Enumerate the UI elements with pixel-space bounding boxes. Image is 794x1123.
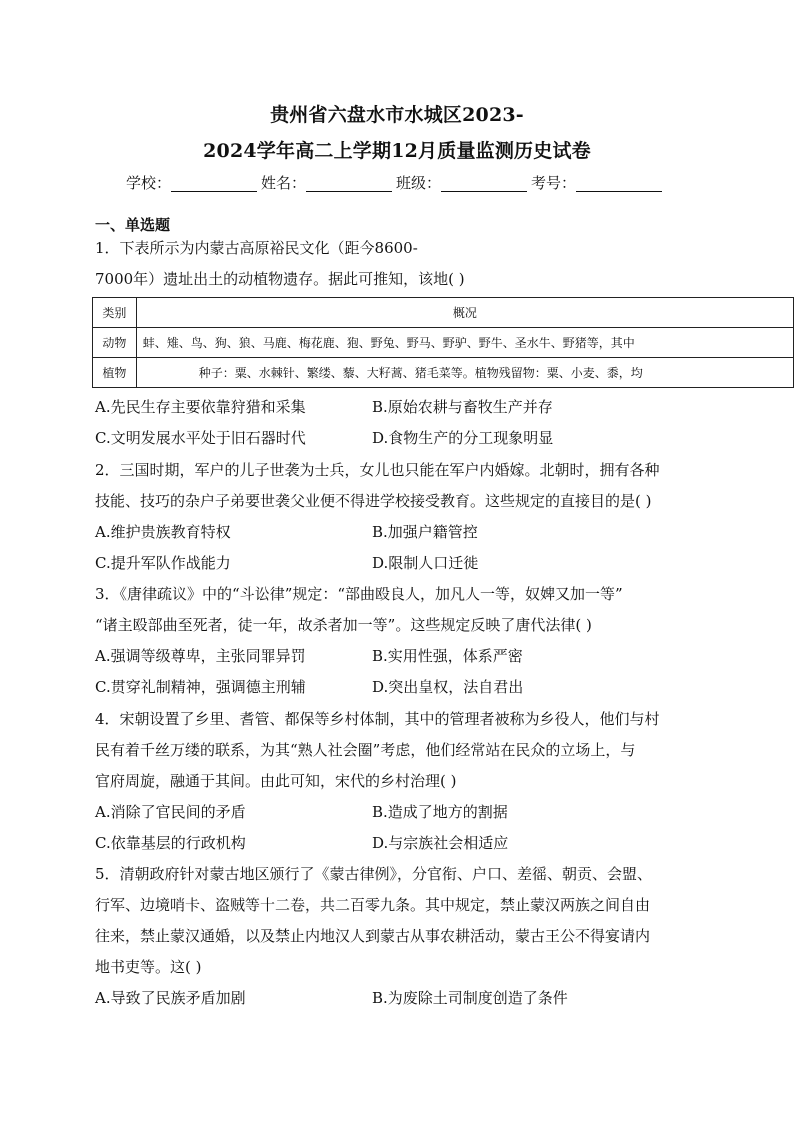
exam-number-label: 考号： — [531, 174, 577, 192]
table-cell: 动物 — [93, 328, 137, 358]
name-label: 姓名： — [261, 174, 307, 192]
q4-option-a[interactable]: A.消除了官民间的矛盾 — [95, 803, 246, 821]
table-cell: 种子：粟、水棘针、繁缕、藜、大籽蒿、猪毛菜等。植物残留物：粟、小麦、黍，均 — [136, 358, 793, 388]
q4-line1: 4．宋朝设置了乡里、耆管、都保等乡村体制，其中的管理者被称为乡役人，他们与村 — [95, 710, 660, 728]
q2-line2: 技能、技巧的杂户子弟要世袭父业便不得进学校接受教育。这些规定的直接目的是( ) — [95, 492, 652, 510]
q3-option-a[interactable]: A.强调等级尊卑，主张同罪异罚 — [95, 647, 306, 665]
q3-option-c[interactable]: C.贯穿礼制精神，强调德主刑辅 — [95, 678, 306, 696]
q2-line1: 2．三国时期，军户的儿子世袭为士兵，女儿也只能在军户内婚嫁。北朝时，拥有各种 — [95, 461, 660, 479]
exam-number-blank[interactable] — [576, 176, 662, 192]
q1-option-a[interactable]: A.先民生存主要依靠狩猎和采集 — [95, 398, 306, 416]
name-blank[interactable] — [306, 176, 392, 192]
q2-option-a[interactable]: A.维护贵族教育特权 — [95, 523, 231, 541]
table-cell: 植物 — [93, 358, 137, 388]
q2-option-b[interactable]: B.加强户籍管控 — [372, 523, 478, 541]
q2-option-d[interactable]: D.限制人口迁徙 — [372, 554, 479, 572]
q5-option-b[interactable]: B.为废除土司制度创造了条件 — [372, 989, 568, 1007]
q3-line2: “诸主殴部曲至死者，徒一年，故杀者加一等”。这些规定反映了唐代法律( ) — [95, 616, 592, 634]
student-info-line — [126, 172, 666, 193]
q5-option-a[interactable]: A.导致了民族矛盾加剧 — [95, 989, 246, 1007]
table-row — [93, 358, 794, 388]
q5-line1: 5．清朝政府针对蒙古地区颁行了《蒙古律例》，分官衔、户口、差徭、朝贡、会盟、 — [95, 865, 653, 883]
q4-option-d[interactable]: D.与宗族社会相适应 — [372, 834, 509, 852]
table-header-row — [93, 298, 794, 328]
q5-line3: 往来，禁止蒙汉通婚，以及禁止内地汉人到蒙古从事农耕活动，蒙古王公不得宴请内 — [95, 927, 651, 945]
q1-line1: 1．下表所示为内蒙古高原裕民文化（距今8600- — [95, 239, 418, 257]
table-cell: 蚌、雉、鸟、狗、狼、马鹿、梅花鹿、狍、野兔、野马、野驴、野牛、圣水牛、野猪等，其中 — [136, 328, 793, 358]
class-blank[interactable] — [441, 176, 527, 192]
table-header-cell: 类别 — [93, 298, 137, 328]
q3-option-b[interactable]: B.实用性强，体系严密 — [372, 647, 523, 665]
q4-option-c[interactable]: C.依靠基层的行政机构 — [95, 834, 246, 852]
q5-line4: 地书吏等。这( ) — [95, 958, 202, 976]
table-header-cell: 概况 — [136, 298, 793, 328]
q4-option-b[interactable]: B.造成了地方的割据 — [372, 803, 508, 821]
q1-option-c[interactable]: C.文明发展水平处于旧石器时代 — [95, 429, 306, 447]
q4-line2: 民有着千丝万缕的联系，为其“熟人社会圈”考虑，他们经常站在民众的立场上，与 — [95, 741, 636, 759]
q1-option-b[interactable]: B.原始农耕与畜牧生产并存 — [372, 398, 553, 416]
section-heading: 一、单选题 — [95, 216, 171, 234]
school-blank[interactable] — [171, 176, 257, 192]
school-label: 学校： — [126, 174, 172, 192]
q3-line1: 3．《唐律疏议》中的“斗讼律”规定：“部曲殴良人，加凡人一等，奴婢又加一等” — [95, 585, 623, 603]
class-label: 班级： — [396, 174, 442, 192]
exam-title-line1: 贵州省六盘水市水城区2023- — [270, 104, 524, 126]
q1-table — [92, 297, 794, 388]
q1-option-d[interactable]: D.食物生产的分工现象明显 — [372, 429, 554, 447]
q5-line2: 行军、边境哨卡、盗贼等十二卷，共二百零九条。其中规定，禁止蒙汉两族之间自由 — [95, 896, 651, 914]
q1-line2: 7000年）遗址出土的动植物遗存。据此可推知，该地( ) — [95, 270, 465, 288]
q3-option-d[interactable]: D.突出皇权，法自君出 — [372, 678, 524, 696]
table-row — [93, 328, 794, 358]
q2-option-c[interactable]: C.提升军队作战能力 — [95, 554, 231, 572]
exam-title-line2: 2024学年高二上学期12月质量监测历史试卷 — [203, 140, 591, 162]
q4-line3: 官府周旋，融通于其间。由此可知，宋代的乡村治理( ) — [95, 772, 457, 790]
